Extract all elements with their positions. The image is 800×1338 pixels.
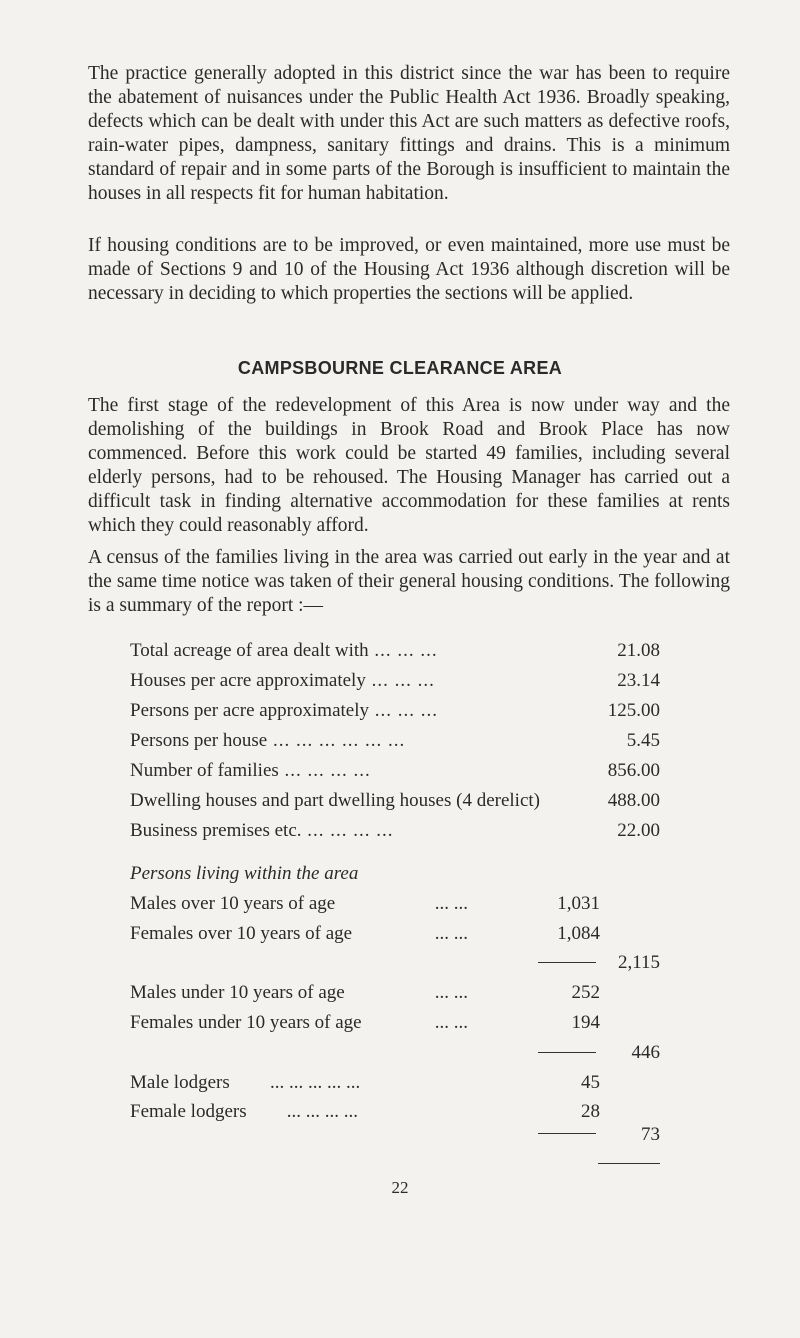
paragraph-redevelopment: The first stage of the redevelopment of this Area is now under way and the demolishing of the buildings in Brook Road and Brook Place has now commenced. Before this work could be started 49 families, including several elderly persons, had to be rehoused. The Housing Manager has carried out a difficult task in finding alternative accommodation for these families at rents which they could reasonably afford. — [88, 395, 730, 536]
persons-label: Males under 10 years of age — [130, 982, 345, 1003]
persons-label: Females under 10 years of age — [130, 1012, 362, 1033]
persons-value: 45 — [581, 1072, 600, 1093]
page-number: 22 — [391, 1178, 409, 1197]
leader-dots: ... ... ... ... ... ... — [267, 730, 406, 751]
persons-label: Male lodgers — [130, 1072, 230, 1093]
persons-label: Males over 10 years of age — [130, 893, 336, 914]
summary-label: Total acreage of area dealt with — [130, 640, 369, 661]
summary-label: Business premises etc. — [130, 820, 302, 841]
summary-row — [130, 730, 405, 752]
summary-label: Persons per house — [130, 730, 268, 751]
paragraph-census: A census of the families living in the area was carried out early in the year and at the same time notice was taken of their general housing conditions. The following is a summary of the report :— — [88, 547, 730, 616]
summary-label: Number of families — [130, 760, 279, 781]
summary-label: Houses per acre approximately — [130, 670, 366, 691]
summary-value: 125.00 — [607, 700, 660, 721]
leader-dots: ... ... — [430, 923, 468, 944]
leader-dots: ... ... — [430, 1012, 468, 1033]
section-heading: CAMPSBOURNE CLEARANCE AREA — [237, 358, 563, 378]
summary-value: 22.00 — [617, 820, 660, 841]
persons-label: Females over 10 years of age — [130, 923, 353, 944]
summary-value: 488.00 — [607, 790, 660, 811]
summary-row — [130, 640, 438, 662]
persons-label: Female lodgers — [130, 1101, 247, 1122]
summary-value: 21.08 — [617, 640, 660, 661]
subtotal-rule — [538, 962, 596, 963]
leader-dots: ... ... ... ... — [278, 760, 371, 781]
persons-value: 252 — [571, 982, 600, 1003]
leader-dots: ... ... ... — [368, 640, 438, 661]
summary-value: 23.14 — [617, 670, 660, 691]
leader-dots: ... ... ... ... — [282, 1101, 358, 1122]
persons-row — [130, 1072, 230, 1094]
persons-row — [130, 893, 335, 915]
persons-row — [130, 1101, 247, 1123]
persons-row — [130, 982, 345, 1004]
leader-dots: ... ... ... — [369, 700, 438, 721]
persons-row — [130, 923, 352, 945]
leader-dots: ... ... — [430, 893, 468, 914]
persons-subtotal: 446 — [631, 1042, 660, 1063]
summary-row — [130, 670, 435, 692]
leader-dots: ... ... ... ... ... — [270, 1072, 361, 1093]
paragraph-nuisances: The practice generally adopted in this district since the war has been to require the abatement of nuisances under the Public Health Act 1936. Broadly speaking, defects which can be dealt with under this Act are such matters as defective roofs, rain-water pipes, dampness, sanitary fittings and drains. This is a minimum standard of repair and in some parts of the Borough is insufficient to maintain the houses in all respects fit for human habitation. — [88, 63, 730, 204]
summary-row — [130, 820, 394, 842]
leader-dots: ... ... — [430, 982, 468, 1003]
summary-value: 856.00 — [607, 760, 660, 781]
leader-dots: ... ... ... — [365, 670, 435, 691]
persons-subtotal: 2,115 — [617, 952, 660, 973]
total-top-rule — [598, 1163, 660, 1164]
persons-value: 1,031 — [557, 893, 600, 914]
persons-value: 1,084 — [557, 923, 600, 944]
paragraph-housing-act: If housing conditions are to be improved, or even maintained, more use must be made of Sections 9 and 10 of the Housing Act 1936 although discretion will be necessary in deciding to which properties the sections will be applied. — [88, 235, 730, 304]
leader-dots: ... ... ... ... — [301, 820, 394, 841]
summary-row — [130, 790, 540, 812]
subtotal-rule — [538, 1133, 596, 1134]
summary-label: Dwelling houses and part dwelling houses (4 derelict) — [130, 790, 540, 811]
summary-row — [130, 700, 438, 722]
persons-value: 28 — [581, 1101, 600, 1122]
persons-subheading: Persons living within the area — [130, 863, 359, 884]
persons-value: 194 — [571, 1012, 600, 1033]
persons-subtotal: 73 — [641, 1124, 660, 1145]
persons-row — [130, 1012, 362, 1034]
summary-row — [130, 760, 371, 782]
summary-value: 5.45 — [626, 730, 660, 751]
summary-label: Persons per acre approximately — [130, 700, 369, 721]
subtotal-rule — [538, 1052, 596, 1053]
